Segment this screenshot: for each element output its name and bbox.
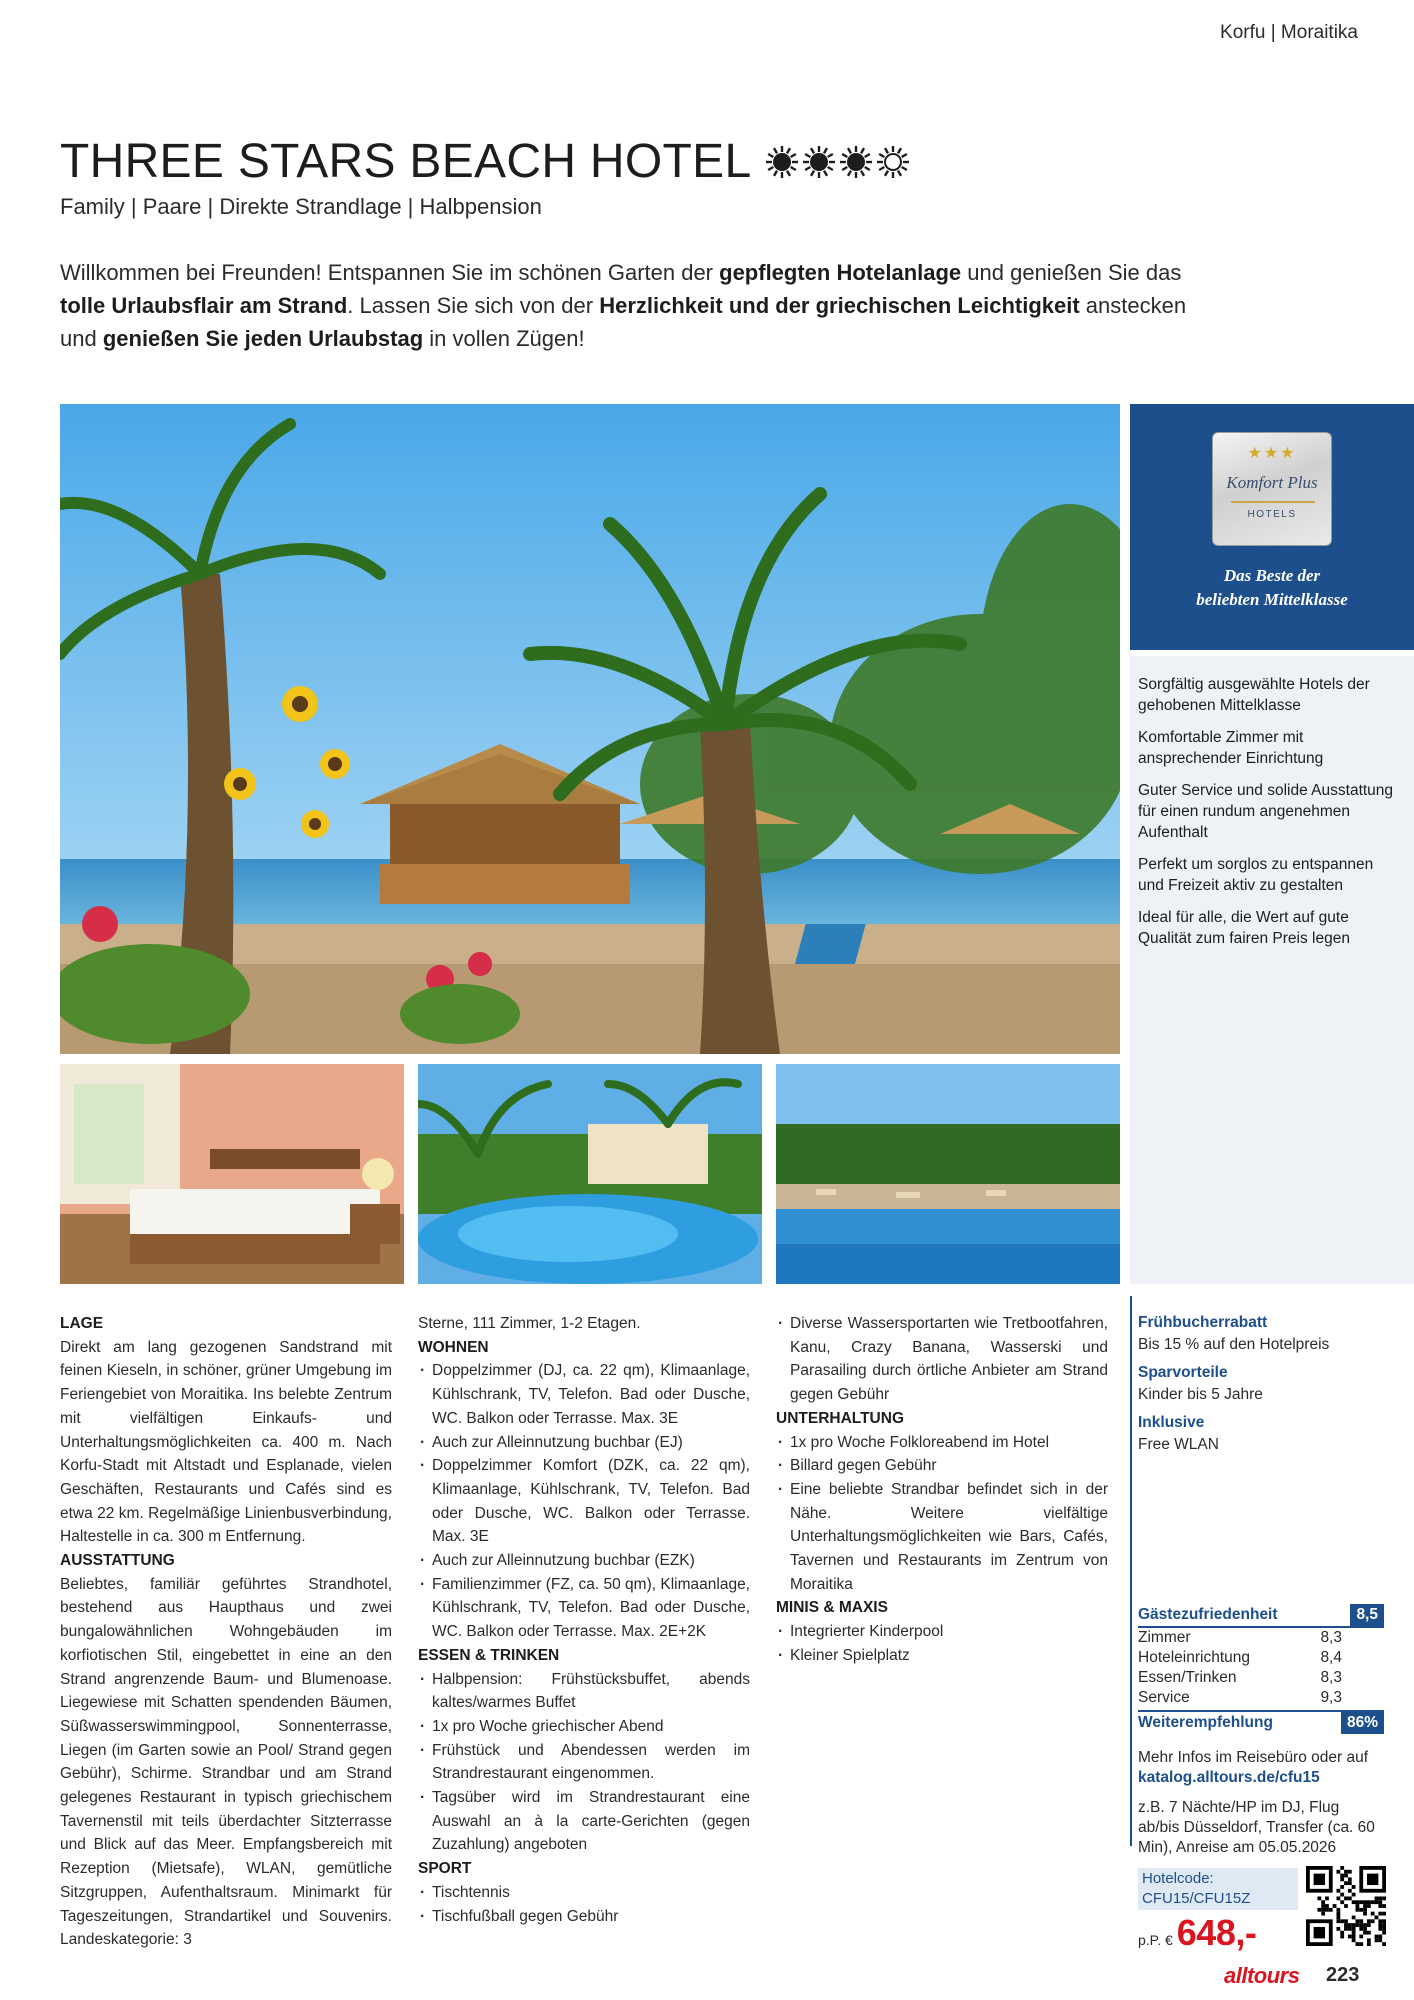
catalog-link[interactable]: katalog.alltours.de/cfu15 [1138, 1769, 1320, 1786]
section-heading-lage: LAGE [60, 1315, 104, 1332]
badge-subtitle: HOTELS [1247, 509, 1297, 520]
brand-logo: alltours [1224, 1963, 1300, 1988]
thumb-pool [418, 1064, 762, 1284]
hero-image-beach-bar [60, 404, 1120, 1054]
rating-name: Zimmer [1138, 1629, 1191, 1646]
hotel-code-box [1138, 1868, 1298, 1910]
intro-highlight: tolle Urlaubsflair am Strand [60, 293, 348, 318]
benefit-item: Guter Service und solide Ausstattung für einen rundum angenehmen Aufenthalt [1138, 782, 1394, 841]
hotel-code-label: Hotelcode: [1142, 1870, 1214, 1887]
price-example: z.B. 7 Nächte/HP im DJ, Flug ab/bis Düsseldorf, Transfer (ca. 60 Min), Anreise am 05.05.2026 [1138, 1799, 1375, 1856]
column-2 [418, 1312, 750, 1928]
region-label: Korfu | Moraitika [1220, 22, 1358, 43]
essen-list [418, 1668, 750, 1858]
early-booking-label: Frühbucherrabatt [1138, 1314, 1268, 1331]
list-item: · Doppelzimmer Komfort (DZK, ca. 22 qm), Klimaanlage, Kühlschrank, TV, Telefon. Bad oder Dusche, WC. Balkon oder Terrasse. Max. 3E [418, 1454, 750, 1549]
list-item: · Kleiner Spielplatz [776, 1644, 1108, 1668]
column-3 [776, 1312, 1108, 1668]
rating-name: Essen/Trinken [1138, 1669, 1237, 1686]
intro-part: und genießen Sie das [961, 260, 1182, 285]
ratings-header [1138, 1604, 1384, 1628]
thumb-hotel-room [60, 1064, 404, 1284]
sun-icon [765, 145, 799, 179]
panel-tagline [1130, 564, 1414, 612]
rating-value: 8,4 [1320, 1649, 1342, 1666]
list-item: · Familienzimmer (FZ, ca. 50 qm), Klimaanlage, Kühlschrank, TV, Telefon. Bad oder Dusche, WC. Balkon oder Terrasse. Max. 2E+2K [418, 1573, 750, 1644]
benefit-item: Ideal für alle, die Wert auf gute Qualität zum fairen Preis legen [1138, 909, 1350, 947]
intro-highlight: gepflegten Hotelanlage [719, 260, 962, 285]
rating-name: Service [1138, 1689, 1190, 1706]
half-sun-icon [876, 145, 910, 179]
inclusive-label: Inklusive [1138, 1414, 1205, 1431]
badge-title: Komfort Plus [1226, 473, 1318, 492]
recommendation-row [1138, 1710, 1384, 1734]
inclusive-value: Free WLAN [1138, 1436, 1219, 1453]
intro-highlight: Herzlichkeit und der griechischen Leichtigkeit [599, 293, 1080, 318]
benefit-item: Perfekt um sorglos zu entspannen und Freizeit aktiv zu gestalten [1138, 856, 1374, 894]
recommendation-label: Weiterempfehlung [1138, 1714, 1273, 1731]
intro-text [60, 256, 1200, 355]
benefit-item: Komfortable Zimmer mit ansprechender Einrichtung [1138, 729, 1324, 767]
section-heading-minis: MINIS & MAXIS [776, 1599, 888, 1617]
sidebar-divider [1130, 1296, 1132, 1846]
list-item: · Halbpension: Frühstücksbuffet, abends kaltes/warmes Buffet [418, 1668, 750, 1715]
sport-list [418, 1881, 750, 1928]
ausstattung-continued: Sterne, 111 Zimmer, 1-2 Etagen. [418, 1315, 641, 1332]
list-item: · Billard gegen Gebühr [776, 1454, 1108, 1478]
more-info-text: Mehr Infos im Reisebüro oder auf [1138, 1749, 1369, 1766]
qr-code-icon[interactable] [1306, 1866, 1386, 1946]
unterhaltung-list [776, 1431, 1108, 1597]
hotel-code: CFU15/CFU15Z [1142, 1890, 1251, 1907]
tagline-line: Das Beste der [1223, 566, 1321, 585]
overall-score: 8,5 [1350, 1604, 1384, 1626]
price: 648,- [1176, 1912, 1257, 1953]
hotel-title: THREE STARS BEACH HOTEL [60, 135, 752, 188]
rating-row [1138, 1668, 1342, 1688]
badge-stars-icon: ★★★ [1247, 445, 1297, 462]
section-heading-ausstattung: AUSSTATTUNG [60, 1552, 175, 1570]
intro-part: . Lassen Sie sich von der [347, 293, 600, 318]
list-item: · Doppelzimmer (DJ, ca. 22 qm), Klimaanlage, Kühlschrank, TV, Telefon. Bad oder Dusche, WC. Balkon oder Terrasse. Max. 3E [418, 1359, 750, 1430]
more-info [1138, 1748, 1398, 1788]
section-heading-sport: SPORT [418, 1860, 472, 1878]
lage-text: Direkt am lang gezogenen Sandstrand mit feinen Kieseln, in schöner, grüner Umgebung im Feriengebiet von Moraitika. Ins belebte Zentrum mit vielfältigen Einkaufs- und Unterhaltungsmöglichkeiten ca. 400 m. Nach Korfu-Stadt mit Altstadt und Esplanade, vielen Geschäften, Restaurants und Cafés sind es etwa 22 km. Regelmäßige Linienbusverbindung, Haltestelle in ca. 300 m Entfernung. [60, 1338, 392, 1546]
list-item: · Auch zur Alleinnutzung buchbar (EZK) [418, 1549, 750, 1573]
title-row [60, 134, 910, 189]
section-heading-wohnen: WOHNEN [418, 1338, 489, 1356]
komfort-plus-badge [1212, 432, 1332, 546]
list-item: · Tagsüber wird im Strandrestaurant eine Auswahl an à la carte-Gerichten (gegen Zuzahlung) angeboten [418, 1786, 750, 1857]
guest-ratings [1138, 1604, 1384, 1734]
list-item: · 1x pro Woche griechischer Abend [418, 1715, 750, 1739]
intro-highlight: genießen Sie jeden Urlaubstag [102, 326, 424, 351]
list-item: · Integrierter Kinderpool [776, 1620, 1108, 1644]
recommendation-value: 86% [1341, 1712, 1384, 1734]
price-prefix: p.P. € [1138, 1932, 1173, 1948]
minis-list [776, 1620, 1108, 1667]
rating-value: 8,3 [1320, 1629, 1342, 1646]
list-item: · 1x pro Woche Folkloreabend im Hotel [776, 1431, 1108, 1455]
rating-row [1138, 1648, 1342, 1668]
section-heading-unterhaltung: UNTERHALTUNG [776, 1409, 905, 1427]
rating-value: 8,3 [1320, 1669, 1342, 1686]
thumb-beach [776, 1064, 1120, 1284]
page-number: 223 [1326, 1964, 1360, 1986]
list-item: · Tischfußball gegen Gebühr [418, 1905, 750, 1929]
rating-name: Hoteleinrichtung [1138, 1649, 1251, 1666]
sport-list-continued [776, 1312, 1108, 1407]
intro-part: in vollen Zügen! [423, 326, 585, 351]
savings-value: Kinder bis 5 Jahre [1138, 1386, 1263, 1403]
list-item: · Frühstück und Abendessen werden im Strandrestaurant eingenommen. [418, 1739, 750, 1786]
column-1 [60, 1312, 392, 1952]
early-booking-value: Bis 15 % auf den Hotelpreis [1138, 1336, 1330, 1353]
list-item: · Diverse Wassersportarten wie Tretbootfahren, Kanu, Crazy Banana, Wasserski und Parasailing durch örtliche Anbieter am Strand gegen Gebühr [776, 1312, 1108, 1407]
sun-icon [802, 145, 836, 179]
sidebar-offers [1138, 1312, 1398, 1462]
komfort-plus-panel [1130, 404, 1414, 650]
rating-row [1138, 1688, 1342, 1708]
list-item: · Tischtennis [418, 1881, 750, 1905]
sun-icon [839, 145, 873, 179]
price-row [1138, 1912, 1256, 1954]
list-item: · Auch zur Alleinnutzung buchbar (EJ) [418, 1431, 750, 1455]
intro-part: anstecken und [60, 293, 1187, 351]
benefit-item: Sorgfältig ausgewählte Hotels der gehobenen Mittelklasse [1138, 676, 1370, 714]
rating-row [1138, 1628, 1342, 1648]
hotel-subtitle: Family | Paare | Direkte Strandlage | Halbpension [60, 194, 542, 219]
badge-divider [1231, 501, 1315, 503]
ausstattung-text: Beliebtes, familiär geführtes Strandhotel, bestehend aus Haupthaus und zwei bungalowähnlichen Wohngebäuden im korfiotischen Stil, eingebettet in eine an den Strand angrenzende Baum- und Blumenoase. Liegewiese mit Schatten spendenden Bäumen, Süßwasserswimmingpool, Sonnenterrasse, Liegen (im Garten sowie an Pool/ Strand gegen Gebühr), Schirme. Strandbar und am Strand gelegenes Restaurant in typisch griechischem Tavernenstil mit teils überdachter Sitzterrasse und Blick auf das Meer. Empfangsbereich mit Rezeption (Mietsafe), WLAN, gemütliche Sitzgruppen, Aufenthaltsraum. Minimarkt für Tageszeitungen, Strandartikel und Souvenirs. Landeskategorie: 3 [60, 1575, 392, 1949]
section-heading-essen: ESSEN & TRINKEN [418, 1646, 560, 1664]
tagline-line: beliebten Mittelklasse [1196, 590, 1348, 609]
benefits-list [1138, 674, 1398, 960]
hotel-rating [765, 145, 910, 179]
list-item: · Eine beliebte Strandbar befindet sich in der Nähe. Weitere vielfältige Unterhaltungsmöglichkeiten wie Bars, Cafés, Tavernen und Restaurants im Zentrum von Moraitika [776, 1478, 1108, 1597]
ratings-label: Gästezufriedenheit [1138, 1606, 1278, 1623]
rating-value: 9,3 [1320, 1689, 1342, 1706]
savings-label: Sparvorteile [1138, 1364, 1228, 1381]
intro-part: Willkommen bei Freunden! Entspannen Sie im schönen Garten der [60, 260, 720, 285]
wohnen-list [418, 1359, 750, 1643]
